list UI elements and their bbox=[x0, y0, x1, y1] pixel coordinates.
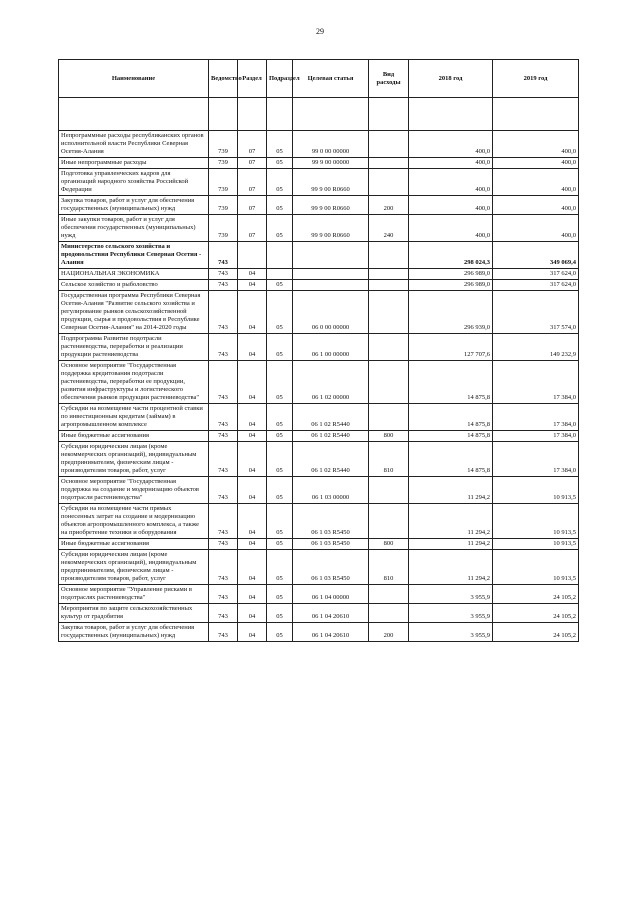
cell-section: 04 bbox=[238, 280, 267, 291]
cell-ministry: 743 bbox=[209, 550, 238, 585]
table-row bbox=[59, 604, 579, 623]
table-row bbox=[59, 550, 579, 585]
header-subsection: Подраздел bbox=[267, 60, 293, 98]
cell-y2018: 3 955,9 bbox=[409, 623, 493, 642]
cell-target: 99 9 00 R0660 bbox=[293, 169, 369, 196]
cell-y2018: 400,0 bbox=[409, 158, 493, 169]
cell-subsection: 05 bbox=[267, 404, 293, 431]
cell-subsection: 05 bbox=[267, 291, 293, 334]
cell-exp-type bbox=[369, 158, 409, 169]
cell-target: 99 9 00 R0660 bbox=[293, 215, 369, 242]
cell-name: НАЦИОНАЛЬНАЯ ЭКОНОМИКА bbox=[59, 269, 209, 280]
cell-y2019: 10 913,5 bbox=[493, 504, 579, 539]
cell-subsection: 05 bbox=[267, 550, 293, 585]
cell-exp-type bbox=[369, 334, 409, 361]
cell-y2018: 14 875,8 bbox=[409, 361, 493, 404]
table-row bbox=[59, 242, 579, 269]
header-2019: 2019 год bbox=[493, 60, 579, 98]
cell-name: Подготовка управленческих кадров для организаций народного хозяйства Российской Федерации bbox=[59, 169, 209, 196]
cell-section: 04 bbox=[238, 477, 267, 504]
cell-ministry: 743 bbox=[209, 280, 238, 291]
page-number: 29 bbox=[316, 27, 324, 36]
cell-subsection: 05 bbox=[267, 169, 293, 196]
cell-subsection: 05 bbox=[267, 215, 293, 242]
cell-y2018: 296 939,0 bbox=[409, 291, 493, 334]
cell-section: 04 bbox=[238, 404, 267, 431]
cell-exp-type bbox=[369, 404, 409, 431]
cell-y2018: 11 294,2 bbox=[409, 477, 493, 504]
cell-section: 07 bbox=[238, 158, 267, 169]
cell-y2019: 24 105,2 bbox=[493, 604, 579, 623]
cell-target: 06 1 02 00000 bbox=[293, 361, 369, 404]
cell-name: Иные непрограммные расходы bbox=[59, 158, 209, 169]
header-name: Наименование bbox=[59, 60, 209, 98]
table-row bbox=[59, 280, 579, 291]
cell-target: 06 0 00 00000 bbox=[293, 291, 369, 334]
cell-exp-type: 810 bbox=[369, 550, 409, 585]
table-row bbox=[59, 334, 579, 361]
cell-subsection bbox=[267, 242, 293, 269]
cell-y2019: 10 913,5 bbox=[493, 550, 579, 585]
table-header-row bbox=[59, 60, 579, 98]
cell-y2018: 127 707,6 bbox=[409, 334, 493, 361]
cell-ministry: 743 bbox=[209, 242, 238, 269]
cell-target: 99 0 00 00000 bbox=[293, 131, 369, 158]
cell-exp-type: 810 bbox=[369, 442, 409, 477]
table-row bbox=[59, 269, 579, 280]
cell-subsection: 05 bbox=[267, 361, 293, 404]
cell-exp-type bbox=[369, 269, 409, 280]
cell-y2019: 17 384,0 bbox=[493, 404, 579, 431]
table-row bbox=[59, 131, 579, 158]
cell-exp-type bbox=[369, 169, 409, 196]
cell-target: 06 1 03 R5450 bbox=[293, 504, 369, 539]
cell-exp-type bbox=[369, 280, 409, 291]
cell-y2019: 400,0 bbox=[493, 215, 579, 242]
table-row bbox=[59, 623, 579, 642]
header-section: Раздел bbox=[238, 60, 267, 98]
cell-y2018: 11 294,2 bbox=[409, 504, 493, 539]
cell-target: 99 9 00 R0660 bbox=[293, 196, 369, 215]
cell-target: 06 1 00 00000 bbox=[293, 334, 369, 361]
cell-section: 04 bbox=[238, 623, 267, 642]
cell-name: Субсидии юридическим лицам (кроме некоммерческих организаций), индивидуальным предпринимателям, физическим лицам - производителям товаров, работ, услуг bbox=[59, 550, 209, 585]
cell-subsection: 05 bbox=[267, 131, 293, 158]
cell-section: 04 bbox=[238, 539, 267, 550]
cell-y2018: 11 294,2 bbox=[409, 550, 493, 585]
cell-y2019: 317 574,0 bbox=[493, 291, 579, 334]
cell-subsection: 05 bbox=[267, 196, 293, 215]
cell-ministry: 743 bbox=[209, 431, 238, 442]
cell-y2019: 400,0 bbox=[493, 158, 579, 169]
cell-section: 04 bbox=[238, 361, 267, 404]
cell-target: 99 9 00 00000 bbox=[293, 158, 369, 169]
cell-y2018: 14 875,8 bbox=[409, 431, 493, 442]
cell-ministry: 743 bbox=[209, 334, 238, 361]
cell-y2019: 24 105,2 bbox=[493, 623, 579, 642]
cell-subsection: 05 bbox=[267, 431, 293, 442]
cell-y2019: 10 913,5 bbox=[493, 539, 579, 550]
cell-target: 06 1 02 R5440 bbox=[293, 404, 369, 431]
cell-exp-type: 800 bbox=[369, 431, 409, 442]
cell-y2019: 400,0 bbox=[493, 131, 579, 158]
cell-exp-type bbox=[369, 604, 409, 623]
cell-name: Закупка товаров, работ и услуг для обеспечения государственных (муниципальных) нужд bbox=[59, 623, 209, 642]
cell-y2018: 400,0 bbox=[409, 215, 493, 242]
cell-exp-type: 200 bbox=[369, 196, 409, 215]
cell-target: 06 1 03 R5450 bbox=[293, 550, 369, 585]
cell-ministry: 743 bbox=[209, 623, 238, 642]
table-row bbox=[59, 361, 579, 404]
cell-section: 04 bbox=[238, 604, 267, 623]
cell-target bbox=[293, 242, 369, 269]
table-row bbox=[59, 539, 579, 550]
cell-section: 04 bbox=[238, 431, 267, 442]
cell-name: Подпрограмма Развитие подотрасли растениеводства, переработки и реализации продукции растениеводства bbox=[59, 334, 209, 361]
table-row bbox=[59, 215, 579, 242]
cell-section: 04 bbox=[238, 550, 267, 585]
cell-subsection: 05 bbox=[267, 604, 293, 623]
cell-exp-type bbox=[369, 361, 409, 404]
cell-name: Основное мероприятие "Государственная поддержка кредитования подотрасли растениеводства, переработки ее продукции, развития инфраструктуры и логистического обеспечения рынков продукции растениеводства" bbox=[59, 361, 209, 404]
header-exp-type: Вид расходы bbox=[369, 60, 409, 98]
cell-subsection: 05 bbox=[267, 623, 293, 642]
table-row bbox=[59, 504, 579, 539]
cell-exp-type bbox=[369, 504, 409, 539]
cell-y2019: 17 384,0 bbox=[493, 431, 579, 442]
cell-section: 07 bbox=[238, 131, 267, 158]
cell-exp-type: 200 bbox=[369, 623, 409, 642]
cell-y2018: 11 294,2 bbox=[409, 539, 493, 550]
cell-name: Мероприятия по защите сельскохозяйственных культур от градобития bbox=[59, 604, 209, 623]
cell-target bbox=[293, 280, 369, 291]
header-target: Целевая статья bbox=[293, 60, 369, 98]
cell-name: Иные бюджетные ассигнования bbox=[59, 539, 209, 550]
cell-y2019: 24 105,2 bbox=[493, 585, 579, 604]
cell-target: 06 1 03 00000 bbox=[293, 477, 369, 504]
header-2018: 2018 год bbox=[409, 60, 493, 98]
cell-y2018: 296 989,0 bbox=[409, 280, 493, 291]
cell-y2018: 400,0 bbox=[409, 196, 493, 215]
cell-section: 04 bbox=[238, 269, 267, 280]
budget-table bbox=[58, 59, 579, 642]
cell-target: 06 1 03 R5450 bbox=[293, 539, 369, 550]
cell-ministry: 743 bbox=[209, 504, 238, 539]
table-row bbox=[59, 442, 579, 477]
cell-ministry: 743 bbox=[209, 539, 238, 550]
cell-section: 04 bbox=[238, 442, 267, 477]
cell-y2019: 400,0 bbox=[493, 169, 579, 196]
table-body bbox=[59, 98, 579, 642]
cell-subsection: 05 bbox=[267, 442, 293, 477]
cell-ministry: 739 bbox=[209, 196, 238, 215]
cell-exp-type bbox=[369, 131, 409, 158]
table-row bbox=[59, 404, 579, 431]
cell-ministry: 743 bbox=[209, 361, 238, 404]
cell-y2018: 296 989,0 bbox=[409, 269, 493, 280]
cell-ministry: 743 bbox=[209, 585, 238, 604]
table-row bbox=[59, 431, 579, 442]
cell-name: Сельское хозяйство и рыболовство bbox=[59, 280, 209, 291]
cell-y2018: 14 875,8 bbox=[409, 442, 493, 477]
cell-y2018: 298 024,3 bbox=[409, 242, 493, 269]
cell-name: Субсидии на возмещение части прямых понесенных затрат на создание и модернизацию объектов агропромышленного комплекса, а также на приобретение техники и оборудования bbox=[59, 504, 209, 539]
cell-target: 06 1 04 00000 bbox=[293, 585, 369, 604]
cell-ministry: 743 bbox=[209, 404, 238, 431]
cell-ministry: 739 bbox=[209, 131, 238, 158]
header-ministry: Ведомство bbox=[209, 60, 238, 98]
table-row bbox=[59, 196, 579, 215]
cell-y2019: 400,0 bbox=[493, 196, 579, 215]
cell-exp-type bbox=[369, 242, 409, 269]
cell-target: 06 1 02 R5440 bbox=[293, 431, 369, 442]
cell-ministry: 743 bbox=[209, 442, 238, 477]
cell-subsection: 05 bbox=[267, 334, 293, 361]
cell-name: Министерство сельского хозяйства и продовольствия Республики Северная Осетия - Алания bbox=[59, 242, 209, 269]
cell-exp-type bbox=[369, 585, 409, 604]
cell-section: 07 bbox=[238, 169, 267, 196]
cell-target: 06 1 04 20610 bbox=[293, 623, 369, 642]
cell-name: Непрограммные расходы республиканских органов исполнительной власти Республики Северная Осетия-Алания bbox=[59, 131, 209, 158]
cell-name: Субсидии юридическим лицам (кроме некоммерческих организаций), индивидуальным предпринимателям, физическим лицам - производителям товаров, работ, услуг bbox=[59, 442, 209, 477]
cell-name: Государственная программа Республики Северная Осетия-Алания "Развитие сельского хозяйства и регулирование рынков сельскохозяйственной продукции, сырья и продовольствия в Республике Северная Осетия-Алания" на 2014-2020 годы bbox=[59, 291, 209, 334]
cell-y2019: 317 624,0 bbox=[493, 269, 579, 280]
cell-ministry: 739 bbox=[209, 215, 238, 242]
cell-subsection bbox=[267, 269, 293, 280]
cell-target: 06 1 02 R5440 bbox=[293, 442, 369, 477]
cell-subsection: 05 bbox=[267, 504, 293, 539]
cell-ministry: 743 bbox=[209, 291, 238, 334]
cell-subsection: 05 bbox=[267, 280, 293, 291]
cell-y2018: 400,0 bbox=[409, 131, 493, 158]
cell-name: Основное мероприятие "Государственная поддержка на создание и модернизацию объектов подотрасли растениеводства" bbox=[59, 477, 209, 504]
cell-name: Основное мероприятие "Управление рисками в подотраслях растениеводства" bbox=[59, 585, 209, 604]
cell-y2018: 3 955,9 bbox=[409, 604, 493, 623]
cell-name: Иные бюджетные ассигнования bbox=[59, 431, 209, 442]
cell-y2018: 400,0 bbox=[409, 169, 493, 196]
cell-y2019: 349 069,4 bbox=[493, 242, 579, 269]
cell-target bbox=[293, 269, 369, 280]
cell-target: 06 1 04 20610 bbox=[293, 604, 369, 623]
cell-ministry: 743 bbox=[209, 477, 238, 504]
cell-y2019: 10 913,5 bbox=[493, 477, 579, 504]
cell-section: 04 bbox=[238, 585, 267, 604]
cell-section: 07 bbox=[238, 196, 267, 215]
cell-section: 07 bbox=[238, 215, 267, 242]
cell-section: 04 bbox=[238, 334, 267, 361]
cell-section: 04 bbox=[238, 291, 267, 334]
cell-ministry: 739 bbox=[209, 158, 238, 169]
cell-name: Иные закупки товаров, работ и услуг для обеспечения государственных (муниципальных) нужд bbox=[59, 215, 209, 242]
table-row bbox=[59, 585, 579, 604]
cell-subsection: 05 bbox=[267, 158, 293, 169]
cell-y2019: 317 624,0 bbox=[493, 280, 579, 291]
cell-exp-type: 800 bbox=[369, 539, 409, 550]
cell-exp-type: 240 bbox=[369, 215, 409, 242]
cell-y2019: 17 384,0 bbox=[493, 361, 579, 404]
cell-exp-type bbox=[369, 477, 409, 504]
cell-name: Закупка товаров, работ и услуг для обеспечения государственных (муниципальных) нужд bbox=[59, 196, 209, 215]
table-row bbox=[59, 291, 579, 334]
cell-exp-type bbox=[369, 291, 409, 334]
cell-y2019: 17 384,0 bbox=[493, 442, 579, 477]
cell-y2018: 3 955,9 bbox=[409, 585, 493, 604]
cell-subsection: 05 bbox=[267, 477, 293, 504]
cell-y2018: 14 875,8 bbox=[409, 404, 493, 431]
cell-ministry: 743 bbox=[209, 604, 238, 623]
table-row bbox=[59, 158, 579, 169]
cell-subsection: 05 bbox=[267, 539, 293, 550]
cell-name: Субсидии на возмещение части процентной ставки по инвестиционным кредитам (займам) в агропромышленном комплексе bbox=[59, 404, 209, 431]
cell-section: 04 bbox=[238, 504, 267, 539]
cell-section bbox=[238, 242, 267, 269]
table-row bbox=[59, 477, 579, 504]
cell-ministry: 739 bbox=[209, 169, 238, 196]
cell-subsection: 05 bbox=[267, 585, 293, 604]
cell-ministry: 743 bbox=[209, 269, 238, 280]
cell-y2019: 149 232,9 bbox=[493, 334, 579, 361]
blank-row bbox=[59, 98, 579, 131]
table-row bbox=[59, 169, 579, 196]
